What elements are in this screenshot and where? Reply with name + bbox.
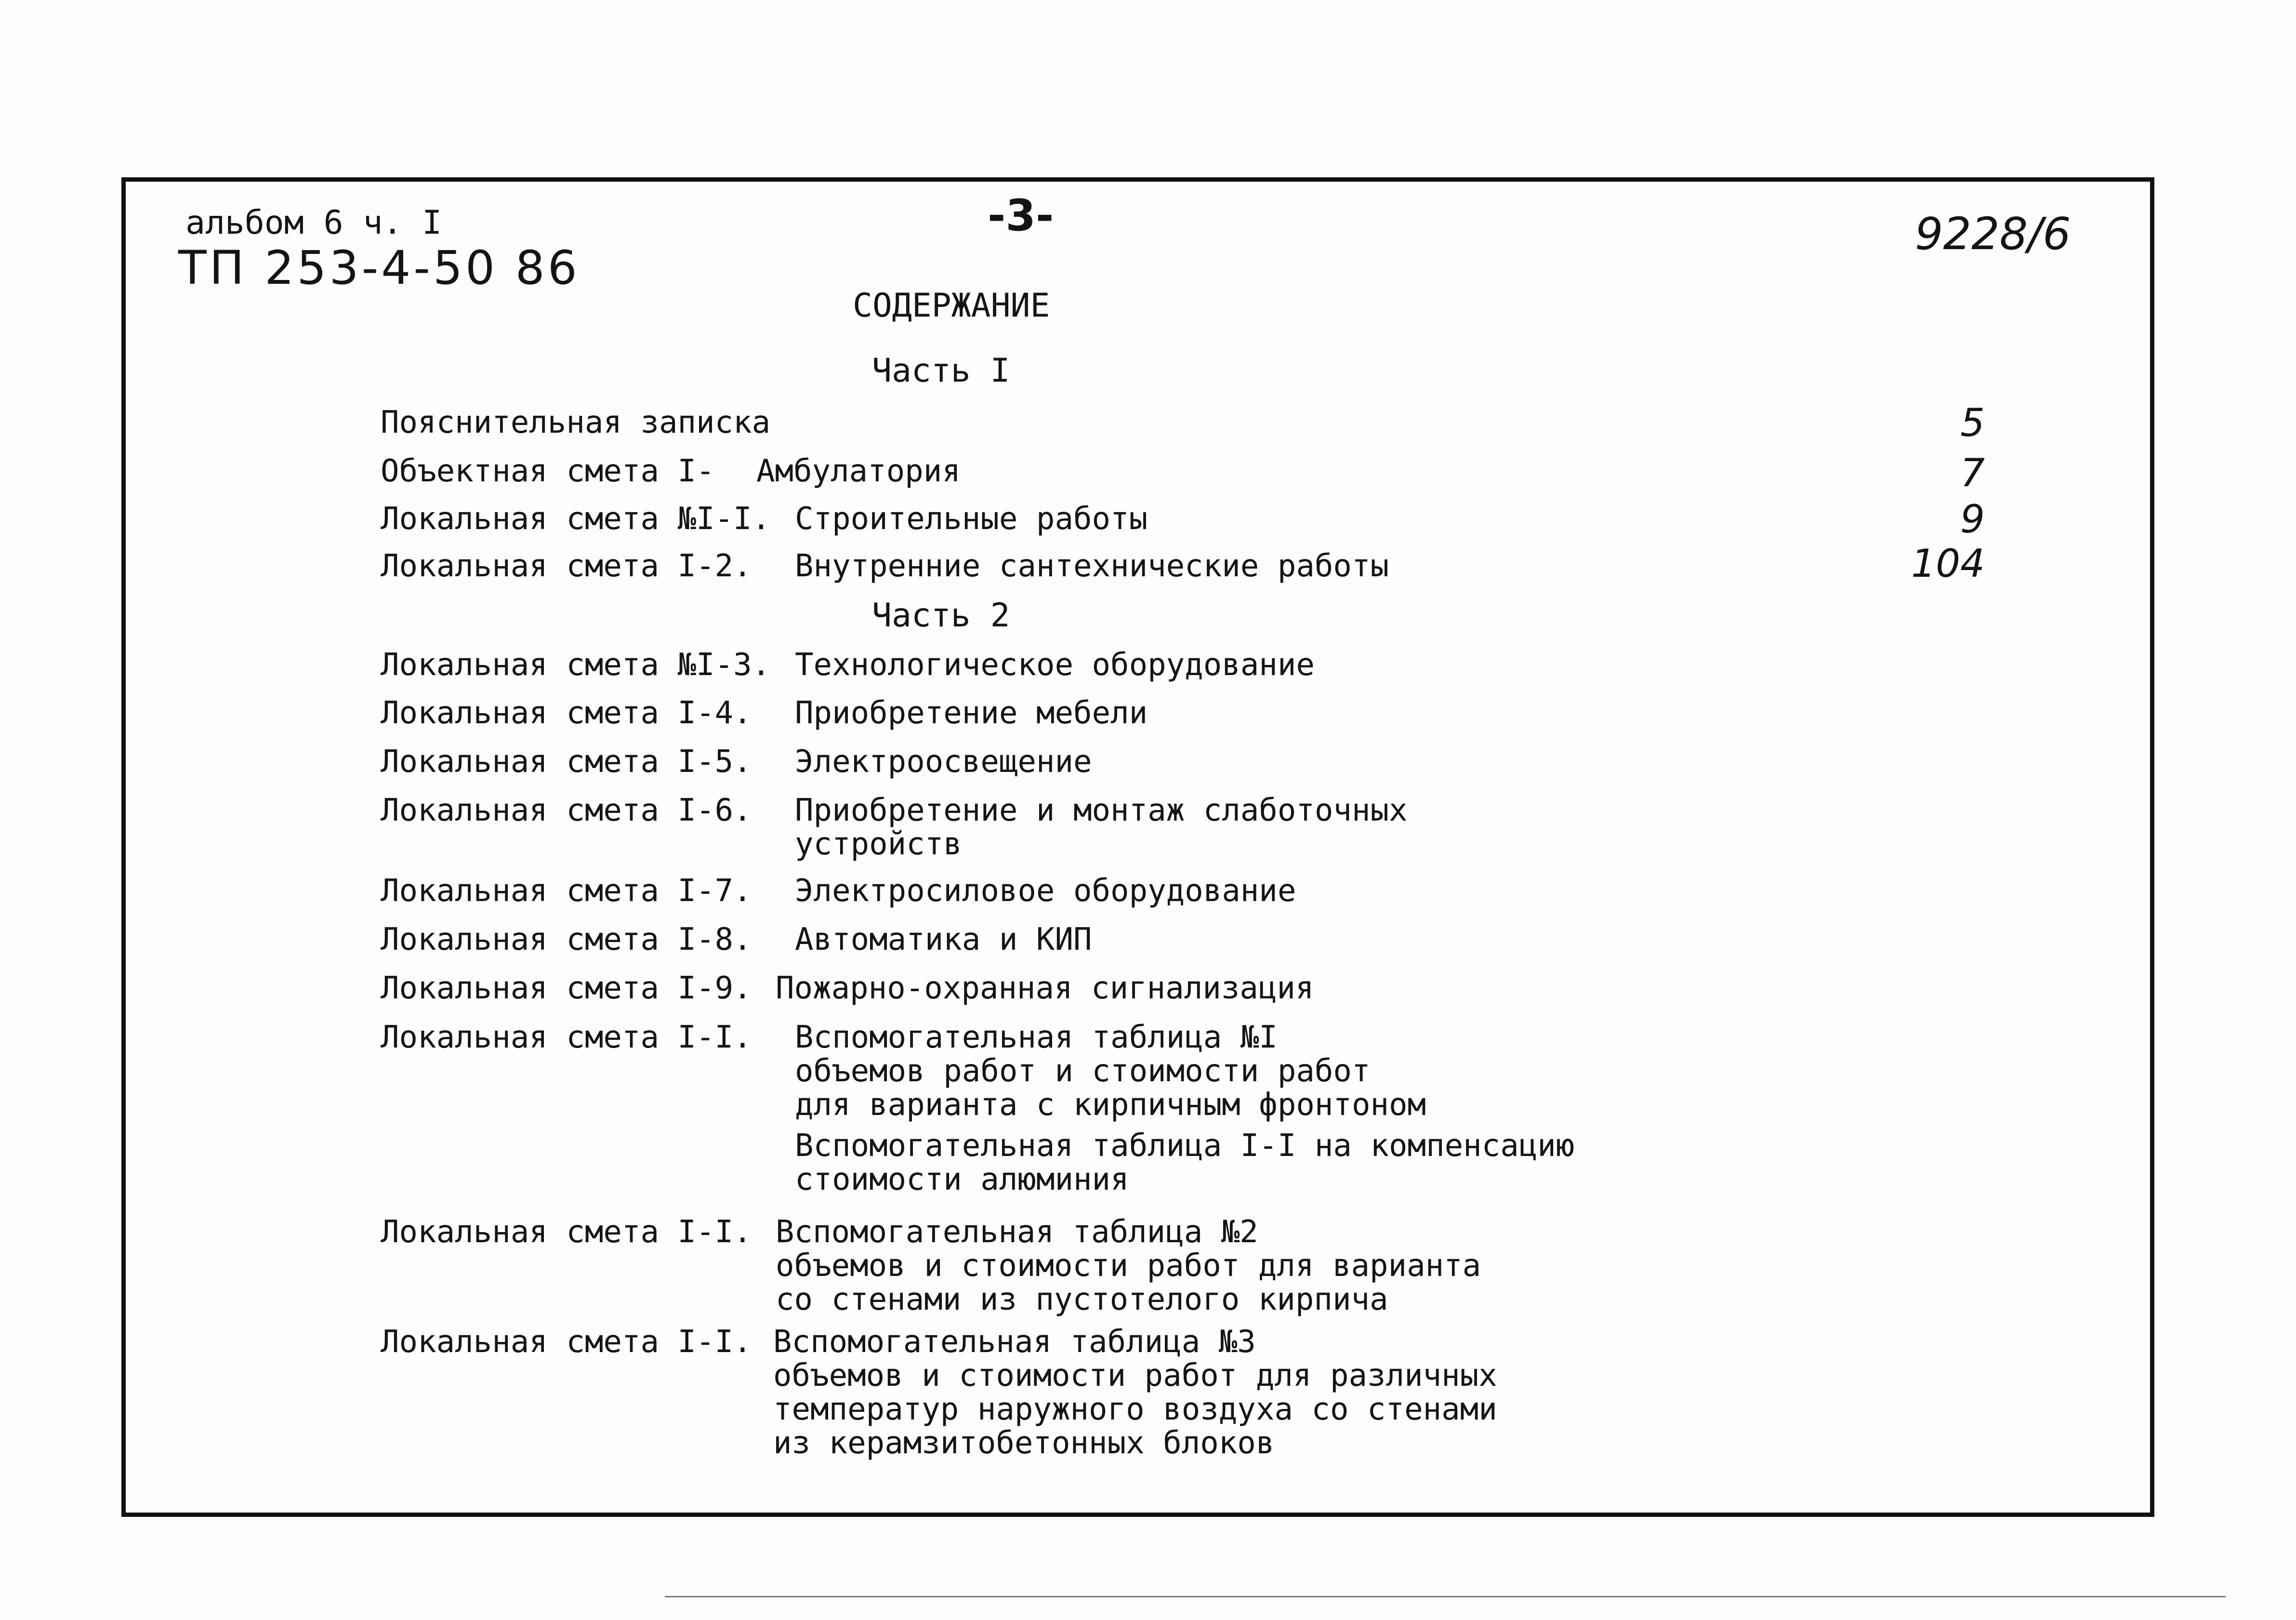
list-item-title: Строительные работы — [795, 501, 1148, 537]
part1-title: Часть I — [872, 352, 1010, 390]
list-item-title: Вспомогательная таблица I-I на компенсацию стоимости алюминия — [795, 1128, 1575, 1197]
list-item-prefix: Локальная смета I-I. — [381, 1324, 752, 1360]
list-item-prefix: Локальная смета I-9. — [381, 970, 752, 1006]
page-number: -3- — [988, 190, 1054, 241]
page-ref: 9 — [1960, 497, 1985, 542]
list-item-title: Вспомогательная таблица №2 объемов и стоимости работ для варианта со стенами из пустотелого кирпича — [776, 1214, 1481, 1317]
list-item-prefix: Объектная смета I- — [381, 453, 715, 489]
project-code: ТП 253-4-50 86 — [178, 241, 580, 295]
list-item-title: Технологическое оборудование — [795, 647, 1315, 683]
album-label: альбом 6 ч. I — [185, 204, 442, 242]
list-item-prefix: Пояснительная записка — [381, 405, 771, 440]
contents-title: СОДЕРЖАНИЕ — [853, 287, 1050, 325]
list-item-title: Вспомогательная таблица №I объемов работ и стоимости работ для варианта с кирпичным фронтоном — [795, 1020, 1426, 1123]
list-item-title: Внутренние сантехнические работы — [795, 548, 1389, 584]
list-item-title: Электросиловое оборудование — [795, 873, 1296, 909]
list-item-title: Приобретение мебели — [795, 695, 1148, 731]
list-item-title: Автоматика и КИП — [795, 922, 1092, 957]
list-item-prefix: Локальная смета I-4. — [381, 695, 752, 731]
page-ref: 5 — [1960, 400, 1985, 445]
list-item-prefix: Локальная смета I-6. — [381, 793, 752, 828]
list-item-prefix: Локальная смета I-2. — [381, 548, 752, 584]
list-item-title: Электроосвещение — [795, 744, 1092, 780]
list-item-prefix: Локальная смета I-7. — [381, 873, 752, 909]
list-item-prefix: Локальная смета №I-3. — [381, 647, 771, 683]
list-item-prefix: Локальная смета №I-I. — [381, 501, 771, 537]
list-item-prefix: Локальная смета I-5. — [381, 744, 752, 780]
page-ref: 104 — [1911, 541, 1985, 586]
list-item-title: Приобретение и монтаж слаботочных устройств — [795, 793, 1408, 862]
part2-title: Часть 2 — [872, 597, 1010, 635]
list-item-title: Амбулатория — [756, 453, 961, 489]
list-item-title: Вспомогательная таблица №3 объемов и стоимости работ для различных температур наружного воздуха со стенами из керамзитобетонных блоков — [773, 1324, 1497, 1461]
scan-artifact-line — [665, 1596, 2226, 1597]
sheet-code: 9228/6 — [1915, 208, 2071, 260]
list-item-prefix: Локальная смета I-I. — [381, 1020, 752, 1055]
list-item-title: Пожарно-охранная сигнализация — [776, 970, 1314, 1006]
list-item-prefix: Локальная смета I-8. — [381, 922, 752, 957]
page-ref: 7 — [1960, 451, 1985, 495]
list-item-prefix: Локальная смета I-I. — [381, 1214, 752, 1250]
